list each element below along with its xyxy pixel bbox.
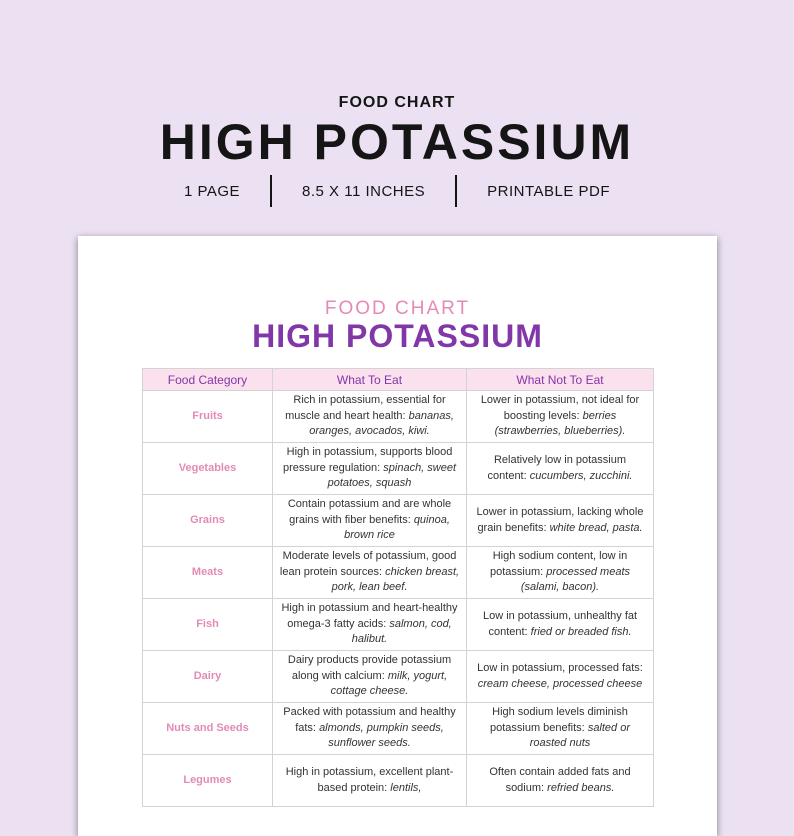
eat-examples: chicken breast, pork, lean beef.: [331, 565, 460, 594]
eat-examples: bananas, oranges, avocados, kiwi.: [309, 409, 454, 438]
table-row: [143, 547, 654, 599]
avoid-examples: berries (strawberries, blueberries).: [494, 409, 626, 438]
avoid-examples: cream cheese, processed cheese: [477, 677, 643, 690]
category-cell: Vegetables: [143, 443, 273, 495]
what-to-eat-cell: [273, 703, 467, 755]
column-header-avoid: What Not To Eat: [467, 369, 654, 391]
eat-description: Dairy products provide potassium along with calcium:: [287, 654, 452, 682]
meta-format: PRINTABLE PDF: [487, 182, 611, 200]
avoid-description: Lower in potassium, not ideal for boosting levels:: [480, 394, 640, 422]
what-to-eat-cell: [273, 443, 467, 495]
avoid-description: High sodium levels diminish potassium benefits:: [489, 706, 628, 734]
category-cell: Legumes: [143, 755, 273, 807]
avoid-description: Low in potassium, unhealthy fat content:: [482, 610, 638, 638]
table-row: [143, 391, 654, 443]
category-cell: Fruits: [143, 391, 273, 443]
meta-size: 8.5 X 11 INCHES: [302, 182, 426, 200]
avoid-description: Often contain added fats and sodium:: [489, 766, 631, 794]
what-not-to-eat-cell: [467, 651, 654, 703]
eat-examples: almonds, pumpkin seeds, sunflower seeds.: [319, 721, 444, 750]
eat-description: Moderate levels of potassium, good lean protein sources:: [279, 550, 457, 578]
what-not-to-eat-cell: [467, 703, 654, 755]
what-to-eat-cell: [273, 755, 467, 807]
eat-examples: spinach, sweet potatoes, squash: [327, 461, 457, 490]
eat-description: Contain potassium and are whole grains with fiber benefits:: [287, 498, 452, 526]
avoid-examples: white bread, pasta.: [549, 521, 643, 534]
table-row: [143, 703, 654, 755]
table-row: [143, 755, 654, 807]
category-cell: Nuts and Seeds: [143, 703, 273, 755]
what-to-eat-cell: [273, 547, 467, 599]
eat-description: High in potassium and heart-healthy omega-3 fatty acids:: [281, 602, 458, 630]
avoid-examples: refried beans.: [547, 781, 615, 794]
what-to-eat-cell: [273, 599, 467, 651]
column-header-category: Food Category: [143, 369, 273, 391]
table-row: [143, 443, 654, 495]
banner-title: HIGH POTASSIUM: [159, 114, 635, 170]
avoid-examples: processed meats (salami, bacon).: [520, 565, 631, 594]
eat-examples: salmon, cod, halibut.: [351, 617, 452, 646]
avoid-description: Low in potassium, processed fats:: [477, 662, 643, 674]
table-row: [143, 495, 654, 547]
meta-pages: 1 PAGE: [183, 182, 241, 200]
eat-examples: lentils,: [390, 781, 422, 794]
eat-description: Rich in potassium, essential for muscle and heart health:: [285, 394, 446, 422]
avoid-examples: cucumbers, zucchini.: [529, 469, 633, 482]
what-to-eat-cell: [273, 651, 467, 703]
what-not-to-eat-cell: [467, 599, 654, 651]
category-cell: Dairy: [143, 651, 273, 703]
eat-examples: milk, yogurt, cottage cheese.: [330, 669, 448, 698]
what-not-to-eat-cell: [467, 443, 654, 495]
eat-description: Packed with potassium and healthy fats:: [283, 706, 456, 734]
what-not-to-eat-cell: [467, 547, 654, 599]
what-to-eat-cell: [273, 495, 467, 547]
column-header-eat: What To Eat: [273, 369, 467, 391]
banner-label: FOOD CHART: [338, 94, 456, 111]
eat-description: High in potassium, supports blood pressure regulation:: [282, 446, 453, 474]
chart-sheet: [78, 236, 717, 836]
table-row: [143, 599, 654, 651]
what-not-to-eat-cell: [467, 755, 654, 807]
avoid-examples: salted or roasted nuts: [529, 721, 631, 750]
category-cell: Meats: [143, 547, 273, 599]
what-not-to-eat-cell: [467, 391, 654, 443]
sheet-label: FOOD CHART: [324, 298, 471, 319]
avoid-description: High sodium content, low in potassium:: [489, 550, 628, 578]
eat-examples: quinoa, brown rice: [344, 513, 450, 542]
what-not-to-eat-cell: [467, 495, 654, 547]
table-row: [143, 651, 654, 703]
product-meta: [0, 175, 794, 207]
eat-description: High in potassium, excellent plant-based protein:: [285, 766, 454, 794]
what-to-eat-cell: [273, 391, 467, 443]
avoid-description: Lower in potassium, lacking whole grain benefits:: [476, 506, 644, 534]
table-header-row: [143, 369, 654, 391]
sheet-title: HIGH POTASSIUM: [252, 318, 543, 354]
food-table: [142, 368, 654, 807]
category-cell: Fish: [143, 599, 273, 651]
avoid-examples: fried or breaded fish.: [530, 625, 632, 638]
avoid-description: Relatively low in potassium content:: [487, 454, 627, 482]
category-cell: Grains: [143, 495, 273, 547]
